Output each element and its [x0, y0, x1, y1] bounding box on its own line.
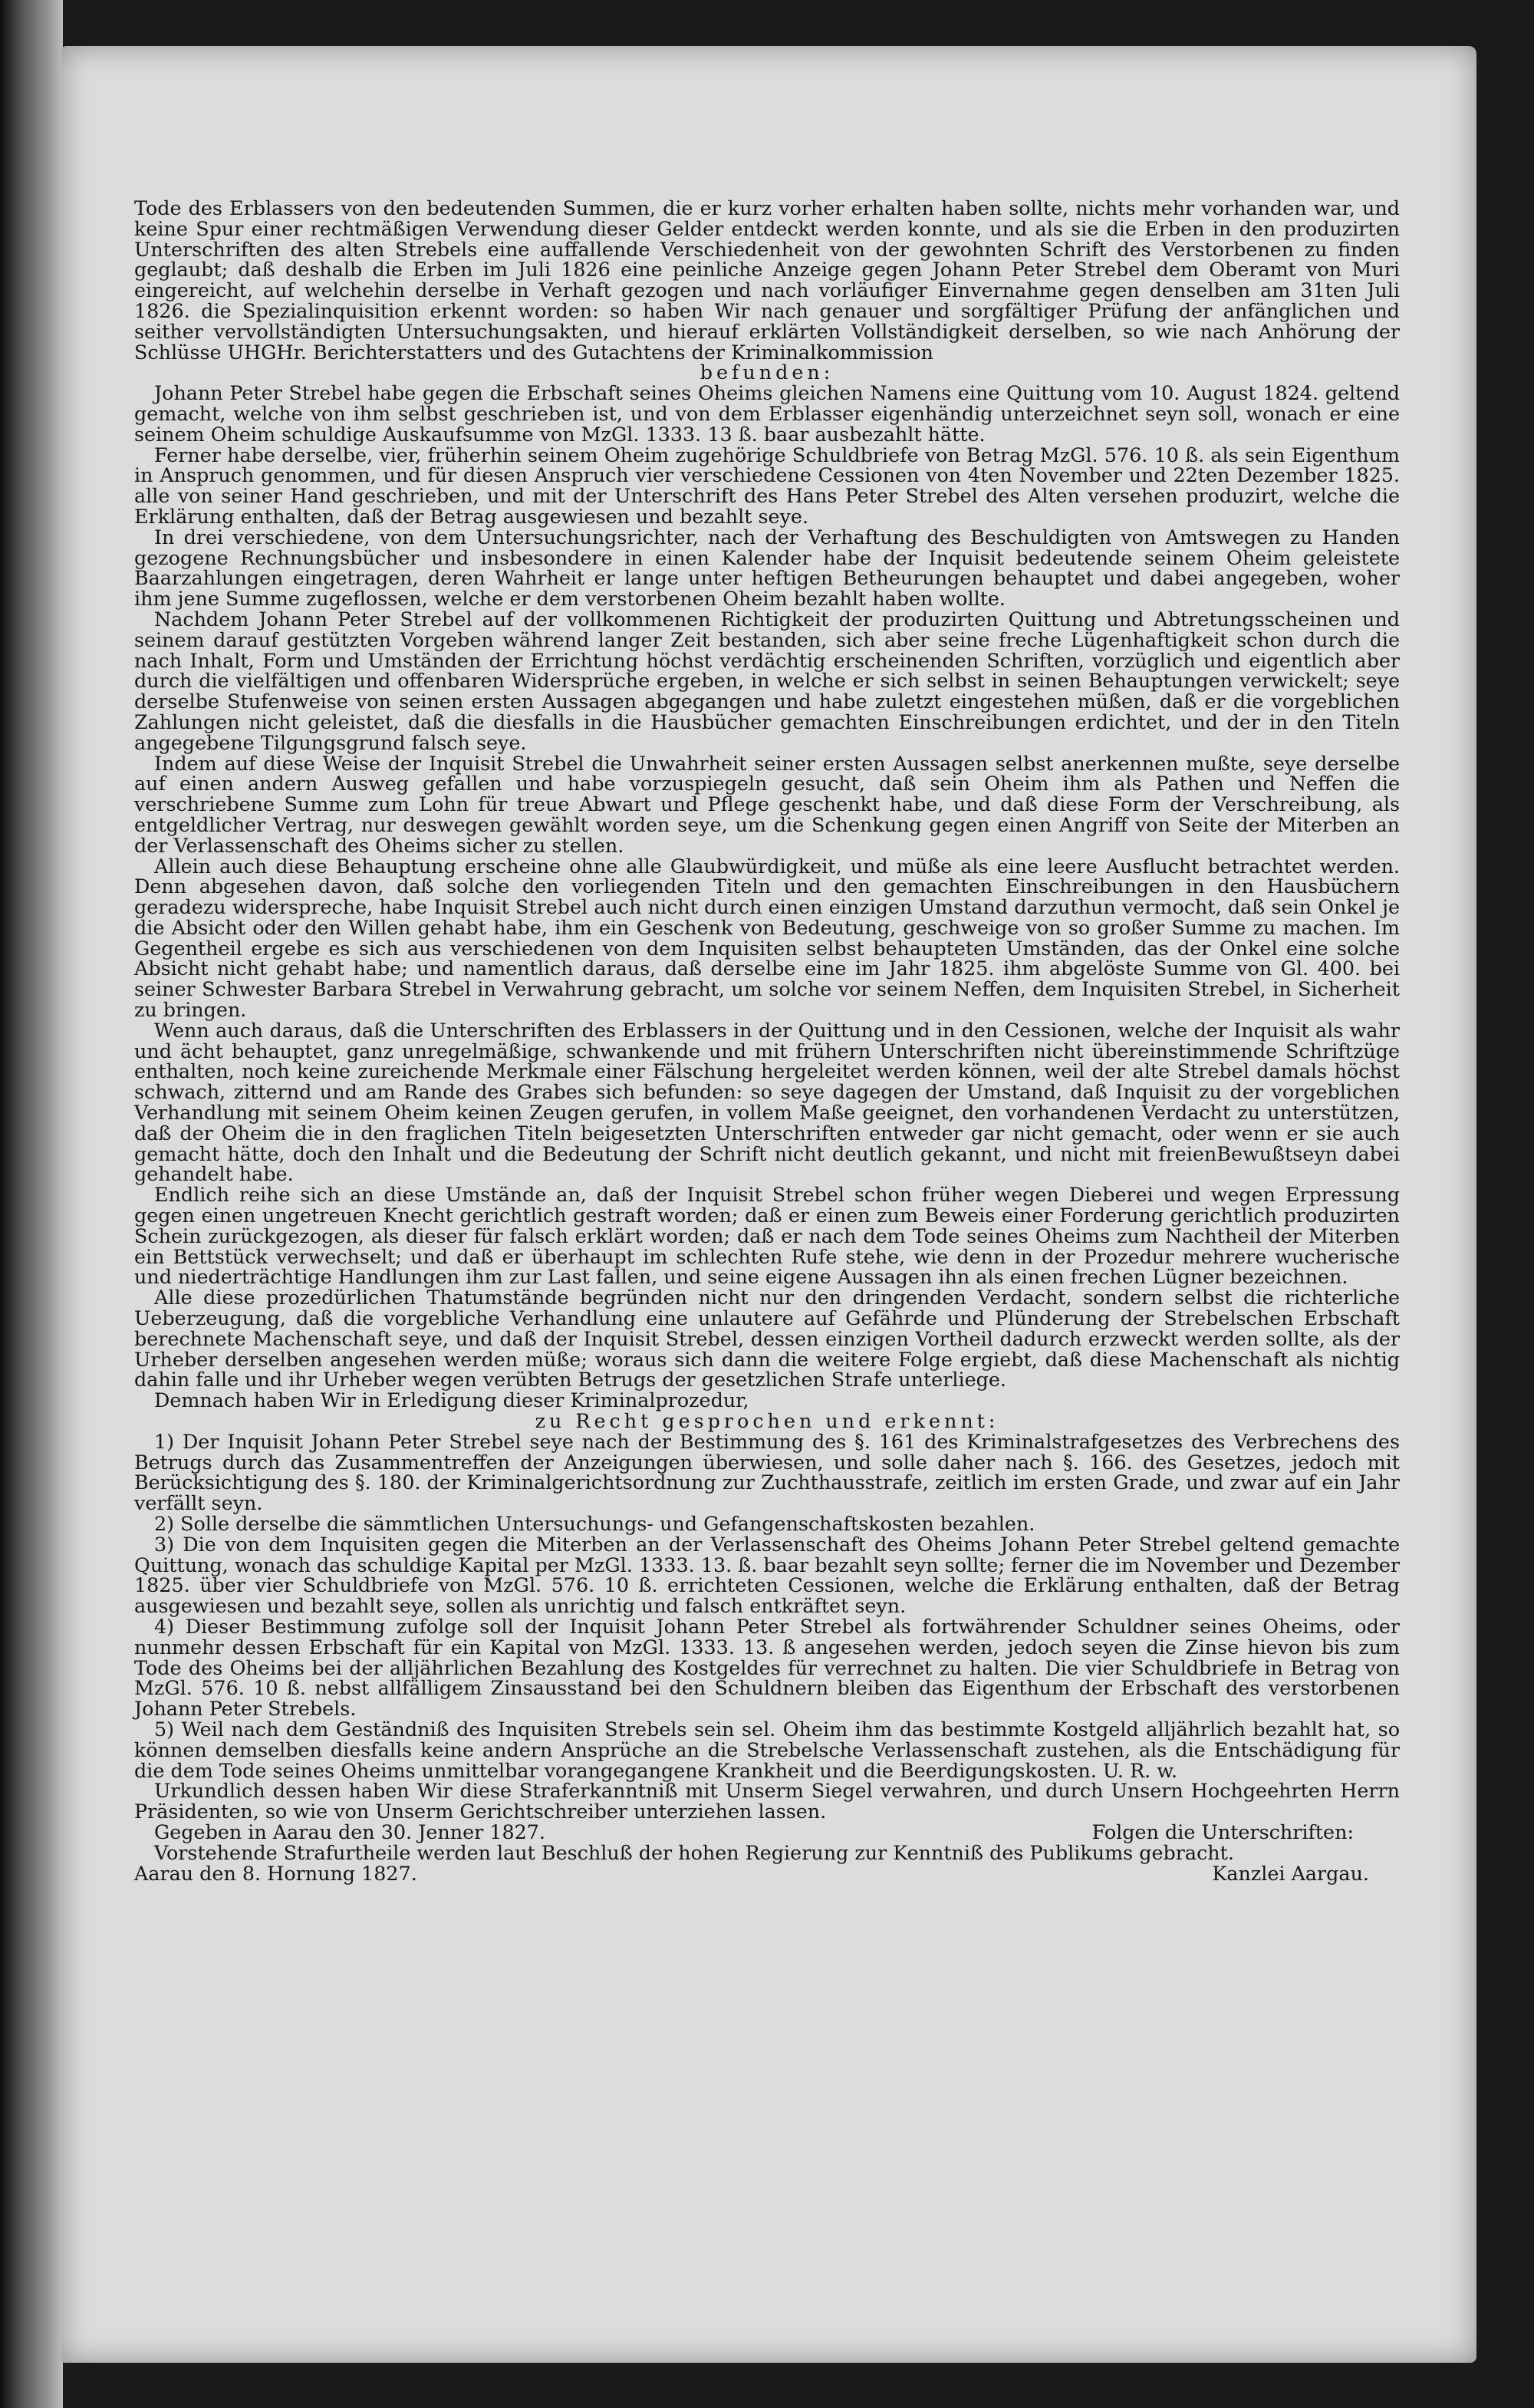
verdict-item: 1) Der Inquisit Johann Peter Strebel seye nach der Bestimmung des §. 161 des Kriminalstrafgesetzes des Verbrechens des Betrugs durch das Zusammentreffen der Anzeigungen überwiesen, und solle daher nach §. 166. des Gesetzes, jedoch mit Berücksichtigung des §. 180. der Kriminalgerichtsordnung zur Zuchthausstrafe, zeitlich im ersten Grade, und zwar auf ein Jahr verfällt seyn.	[134, 1429, 1400, 1515]
signatures-note: Folgen die Unterschriften:	[1091, 1820, 1354, 1843]
verdict-item: 3) Die von dem Inquisiten gegen die Miterben an der Verlassenschaft des Oheims Johann Peter Strebel geltend gemachte Quittung, wonach das schuldige Kapital per MzGl. 1333. 13. ß. baar bezahlt seyn sollte; ferner die im November und Dezember 1825. über vier Schuldbriefe von MzGl. 576. 10 ß. errichteten Cessionen, welche die Erklärung enthalten, daß der Betrag ausgewiesen und bezahlt seye, sollen als unrichtig und falsch entkräftet seyn.	[134, 1532, 1400, 1618]
place-chancery-row	[134, 1863, 1400, 1884]
verdict-item: 4) Dieser Bestimmung zufolge soll der Inquisit Johann Peter Strebel als fortwährender Schuldner seines Oheims, oder nunmehr dessen Erbschaft für ein Kapital von MzGl. 1333. 13. ß angesehen werden, jedoch seyen die Zinse hievon bis zum Tode des Oheims bei der alljährlichen Bezahlung des Kostgeldes für verrechnet zu halten. Die vier Schuldbriefe in Betrag von MzGl. 576. 10 ß. nebst allfälligem Zinsausstand bei den Schuldnern bleiben das Eigenthum der Erbschaft des verstorbenen Johann Peter Strebels.	[134, 1614, 1400, 1721]
finding-paragraph: Johann Peter Strebel habe gegen die Erbschaft seines Oheims gleichen Namens eine Quittung vom 10. August 1824. geltend gemacht, welche von ihm selbst geschrieben ist, und von dem Erblasser eigenhändig unterzeichnet seyn soll, wonach er eine seinem Oheim schuldige Auskaufsumme von MzGl. 1333. 13 ß. baar ausbezahlt hätte.	[134, 381, 1400, 446]
document-page	[61, 46, 1476, 2363]
finding-paragraph: Alle diese prozedürlichen Thatumstände begründen nicht nur den dringenden Verdacht, sondern selbst die richterliche Ueberzeugung, daß die vorgebliche Verhandlung eine unlautere auf Gefährde und Plünderung der Strebelschen Erbschaft berechnete Machenschaft seye, und daß der Inquisit Strebel, dessen einzigen Vortheil dadurch erzweckt werden sollte, als der Urheber derselben angesehen werden müße; woraus sich dann die weitere Folge ergiebt, daß diese Machenschaft als nichtig dahin falle und ihr Urheber wegen verübten Betrugs der gesetzlichen Strafe unterliege.	[134, 1286, 1400, 1392]
date-signature-row	[134, 1822, 1400, 1843]
date-line: Gegeben in Aarau den 30. Jenner 1827.	[154, 1820, 545, 1843]
recht-heading: zu Recht gesprochen und erkennt:	[535, 1409, 999, 1433]
publication-note: Vorstehende Strafurtheile werden laut Beschluß der hohen Regierung zur Kenntniß des Publikums gebracht.	[154, 1840, 1234, 1864]
finding-paragraph: Ferner habe derselbe, vier, früherhin seinem Oheim zugehörige Schuldbriefe von Betrag MzGl. 576. 10 ß. als sein Eigenthum in Anspruch genommen, und für diesen Anspruch vier verschiedene Cessionen von 4ten November und 22ten Dezember 1825. alle von seiner Hand geschrieben, und mit der Unterschrift des Hans Peter Strebel des Alten versehen produzirt, welche die Erklärung enthalten, daß der Betrag ausgewiesen und bezahlt seye.	[134, 443, 1400, 528]
finding-paragraph: Demnach haben Wir in Erledigung dieser Kriminalprozedur,	[154, 1388, 749, 1412]
book-spine	[0, 0, 63, 2408]
finding-paragraph: Nachdem Johann Peter Strebel auf der vollkommenen Richtigkeit der produzirten Quittung und Abtretungsscheinen und seinem darauf gestützten Vorgeben während langer Zeit bestanden, sich aber seine freche Lügenhaftigkeit schon durch die nach Inhalt, Form und Umständen der Errichtung höchst verdächtig erscheinenden Schriften, vorzüglich und eigentlich aber durch die vielfältigen und offenbaren Widersprüche ergeben, in welche er sich selbst in seinen Behauptungen verwickelt; seye derselbe Stufenweise von seinen ersten Aussagen abgegangen und habe zuletzt eingestehen müßen, daß er die vorgeblichen Zahlungen nicht geleistet, daß die diesfalls in die Hausbücher gemachten Einschreibungen erdichtet, und der in den Titeln angegebene Tilgungsgrund falsch seye.	[134, 607, 1400, 754]
verdict-item: 5) Weil nach dem Geständniß des Inquisiten Strebels sein sel. Oheim ihm das bestimmte Kostgeld alljährlich bezahlt hat, so können demselben diesfalls keine andern Ansprüche an die Strebelsche Verlassenschaft zustehen, als die Entschädigung für die dem Tode seines Oheims unmittelbar vorangegangene Krankheit und die Beerdigungskosten. U. R. w.	[134, 1717, 1400, 1782]
place-date: Aarau den 8. Hornung 1827.	[134, 1861, 417, 1885]
finding-paragraph: Allein auch diese Behauptung erscheine ohne alle Glaubwürdigkeit, und müße als eine leere Ausflucht betrachtet werden. Denn abgesehen davon, daß solche den vorliegenden Titeln und den gemachten Einschreibungen in den Hausbüchern geradezu widerspreche, habe Inquisit Strebel auch nicht durch einen einzigen Umstand darzuthun vermocht, daß sein Onkel je die Absicht oder den Willen gehabt habe, ihm ein Geschenk von Bedeutung, geschweige von so großer Summe zu machen. Im Gegentheil ergebe es sich aus verschiedenen von dem Inquisiten selbst behaupteten Umständen, das der Onkel eine solche Absicht nicht gehabt habe; und namentlich daraus, daß derselbe eine im Jahr 1825. ihm abgelöste Summe von Gl. 400. bei seiner Schwester Barbara Strebel in Verwahrung gebracht, um solche vor seinem Neffen, dem Inquisiten Strebel, in Sicherheit zu bringen.	[134, 854, 1400, 1022]
document-text	[134, 198, 1400, 1883]
finding-paragraph: Endlich reihe sich an diese Umstände an, daß der Inquisit Strebel schon früher wegen Dieberei und wegen Erpressung gegen einen ungetreuen Knecht gerichtlich gestraft worden; daß er einen zum Beweis einer Forderung gerichtlich produzirten Schein zurückgezogen, als dieser für falsch erklärt worden; daß er nach dem Tode seines Oheims zum Nachtheil der Miterben ein Bettstück verwechselt; und daß er überhaupt im schlechten Rufe stehe, wie denn in der Prozedur mehrere wucherische und niederträchtige Handlungen ihm zur Last fallen, und seine eigene Aussagen ihn als einen frechen Lügner bezeichnen.	[134, 1183, 1400, 1289]
befunden-heading: befunden:	[700, 361, 834, 384]
chancery-signature: Kanzlei Aargau.	[1212, 1861, 1369, 1885]
finding-paragraph: Indem auf diese Weise der Inquisit Strebel die Unwahrheit seiner ersten Aussagen selbst anerkennen mußte, seye derselbe auf einen andern Ausweg gefallen und habe vorzuspiegeln gesucht, daß sein Oheim ihm als Pathen und Neffen die verschriebene Summe zum Lohn für treue Abwart und Pflege geschenkt habe, und daß diese Form der Verschreibung, als entgeldlicher Vertrag, nur deswegen gewählt worden seye, um die Schenkung gegen einen Angriff von Seite der Miterben an der Verlassenschaft des Oheims sicher zu stellen.	[134, 751, 1400, 857]
finding-paragraph: Wenn auch daraus, daß die Unterschriften des Erblassers in der Quittung und in den Cessionen, welche der Inquisit als wahr und ächt behauptet, ganz unregelmäßige, schwankende und mit frühern Unterschriften nicht übereinstimmende Schriftzüge enthalten, noch keine zureichende Merkmale einer Fälschung hergeleitet werden können, weil der alte Strebel damals höchst schwach, zitternd und am Rande des Grabes sich befunden: so seye dagegen der Umstand, daß Inquisit zu der vorgeblichen Verhandlung mit seinem Oheim keinen Zeugen gerufen, in vollem Maße geeignet, den vorhandenen Verdacht zu unterstützen, daß der Oheim die in den fraglichen Titeln beigesetzten Unterschriften entweder gar nicht gemacht, oder wenn er sie auch gemacht hätte, doch den Inhalt und die Bedeutung der Schrift nicht deutlich gekannt, und nicht mit freienBewußtseyn dabei gehandelt habe.	[134, 1018, 1400, 1186]
closing-paragraph: Urkundlich dessen haben Wir diese Straferkanntniß mit Unserm Siegel verwahren, und durch Unsern Hochgeehrten Herrn Präsidenten, so wie von Unserm Gerichtschreiber unterziehen lassen.	[134, 1779, 1400, 1823]
finding-paragraph: In drei verschiedene, von dem Untersuchungsrichter, nach der Verhaftung des Beschuldigten von Amtswegen zu Handen gezogene Rechnungsbücher und insbesondere in einen Kalender habe der Inquisit bedeutende seinem Oheim geleistete Baarzahlungen eingetragen, deren Wahrheit er lange unter heftigen Betheurungen behauptet und dabei angegeben, woher ihm jene Summe zugeflossen, welche er dem verstorbenen Oheim bezahlt haben wollte.	[134, 525, 1400, 611]
verdict-item: 2) Solle derselbe die sämmtlichen Untersuchungs- und Gefangenschaftskosten bezahlen.	[154, 1512, 1035, 1535]
intro-paragraph: Tode des Erblassers von den bedeutenden Summen, die er kurz vorher erhalten haben sollte, nichts mehr vorhanden war, und keine Spur einer rechtmäßigen Verwendung dieser Gelder entdeckt werden konnte, und als sie die Erben in den produzirten Unterschriften des alten Strebels eine auffallende Verschiedenheit von der gewohnten Schrift des Verstorbenen zu finden geglaubt; daß deshalb die Erben im Juli 1826 eine peinliche Anzeige gegen Johann Peter Strebel dem Oberamt von Muri eingereicht, auf welchehin derselbe in Verhaft gezogen und nach vorläufiger Einvernahme gegen denselben am 31ten Juli 1826. die Spezialinquisition erkennt worden: so haben Wir nach genauer und sorgfältiger Prüfung der anfänglichen und seither vervollständigten Untersuchungsakten, und hierauf erklärten Vollständigkeit derselben, so wie nach Anhörung der Schlüsse UHGHr. Berichterstatters und des Gutachtens der Kriminalkommission	[134, 196, 1400, 364]
